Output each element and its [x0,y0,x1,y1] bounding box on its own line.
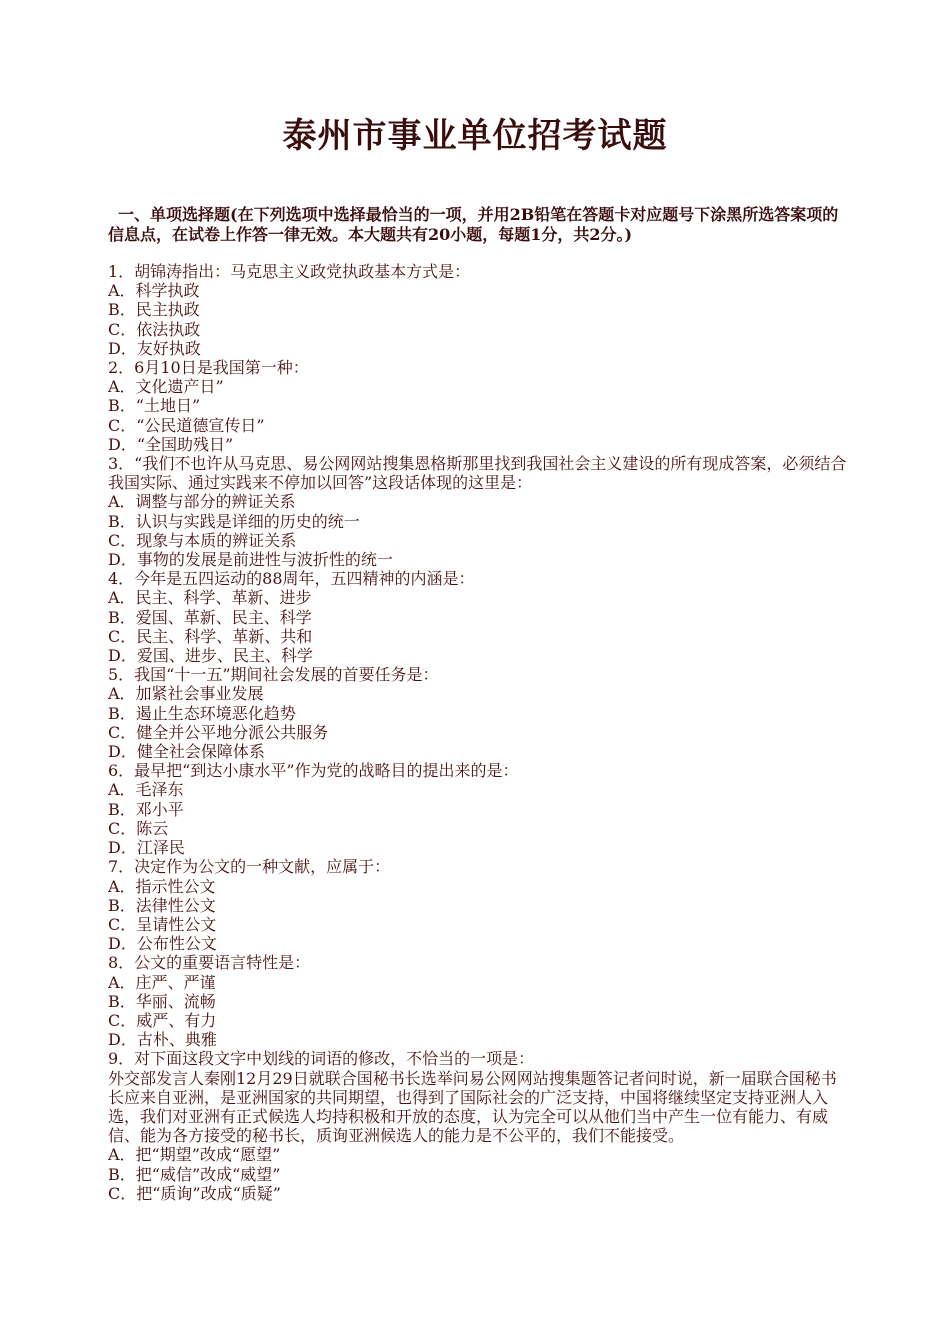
question-1-option-a: A．科学执政 [108,281,200,301]
question-8-stem: 8．公文的重要语言特性是： [108,953,311,973]
question-2-option-b: B．“土地日” [108,396,201,416]
question-6-option-d: D．江泽民 [108,838,185,858]
question-8-option-c: C．威严、有力 [108,1010,217,1030]
question-1-stem: 1．胡锦涛指出：马克思主义政党执政基本方式是： [108,262,471,281]
question-5-option-b: B．遏止生态环境恶化趋势 [108,703,296,723]
question-9-stem: 9．对下面这段文字中划线的词语的修改，不恰当的一项是： [108,1049,535,1069]
question-8-option-a: A．庄严、严谨 [108,972,216,992]
question-7-stem: 7．决定作为公文的一种文献，应属于： [108,857,391,877]
question-9-option-b: B．把“威信”改成“威望” [108,1164,281,1184]
question-4-option-c: C．民主、科学、革新、共和 [108,626,313,646]
question-4-option-a: A．民主、科学、革新、进步 [108,588,312,608]
question-1-option-c: C．依法执政 [108,319,201,339]
question-2-stem: 2．6月10日是我国第一种： [108,358,309,378]
question-3-option-d: D．事物的发展是前进性与波折性的统一 [108,550,393,570]
question-6-option-c: C．陈云 [108,818,169,838]
question-5-option-a: A．加紧社会事业发展 [108,684,264,704]
question-5-option-c: C．健全并公平地分派公共服务 [108,722,329,742]
question-1-option-b: B．民主执政 [108,300,200,320]
question-8-option-b: B．华丽、流畅 [108,991,216,1011]
question-7-option-a: A．指示性公文 [108,876,216,896]
question-3-option-b: B．认识与实践是详细的历史的统一 [108,511,360,531]
question-3-option-c: C．现象与本质的辨证关系 [108,530,297,550]
question-2-option-c: C．“公民道德宣传日” [108,415,265,435]
question-2-option-a: A．文化遗产日” [108,377,224,397]
question-5-stem: 5．我国“十一五”期间社会发展的首要任务是： [108,665,439,685]
question-list [108,262,848,1203]
question-4-option-d: D．爱国、进步、民主、科学 [108,646,313,666]
question-6-option-b: B．邓小平 [108,799,184,819]
question-2-option-d: D．“全国助残日” [108,434,234,454]
question-7-option-d: D．公布性公文 [108,934,217,954]
question-6-stem: 6．最早把“到达小康水平”作为党的战略目的提出来的是： [108,761,519,781]
question-6-option-a: A．毛泽东 [108,780,184,800]
question-5-option-d: D．健全社会保障体系 [108,742,265,762]
question-7-option-c: C．呈请性公文 [108,914,217,934]
question-3-stem: 3．“我们不也许从马克思、易公网网站搜集恩格斯那里找到我国社会主义建设的所有现成答案，必须结合我国实际、通过实践来不停加以回答”这段话体现的这里是： [108,454,847,493]
document-title: 泰州市事业单位招考试题 [282,116,668,156]
question-4-option-b: B．爱国、革新、民主、科学 [108,607,312,627]
question-4-stem: 4．今年是五四运动的88周年，五四精神的内涵是： [108,569,475,589]
question-3-option-a: A．调整与部分的辨证关系 [108,492,296,512]
question-9-option-c: C．把“质询”改成“质疑” [108,1183,281,1203]
question-1-option-d: D．友好执政 [108,338,201,358]
question-9-option-a: A．把“期望”改成“愿望” [108,1145,281,1165]
question-8-option-d: D．古朴、典雅 [108,1030,217,1050]
question-9-passage: 外交部发言人秦刚12月29日就联合国秘书长选举问易公网网站搜集题答记者问时说，新一届联合国秘书长应来自亚洲，是亚洲国家的共同期望，也得到了国际社会的广泛支持，中国将继续坚定支持亚洲人入选，我们对亚洲有正式候选人均持积极和开放的态度，认为完全可以从他们当中产生一位有能力、有威信、能为各方接受的秘书长，质询亚洲候选人的能力是不公平的，我们不能接受。 [108,1068,837,1146]
question-7-option-b: B．法律性公文 [108,895,216,915]
section-heading: 一、单项选择题(在下列选项中选择最恰当的一项，并用2B铅笔在答题卡对应题号下涂黑所选答案项的信息点，在试卷上作答一律无效。本大题共有20小题，每题1分，共2分。) [108,205,839,244]
